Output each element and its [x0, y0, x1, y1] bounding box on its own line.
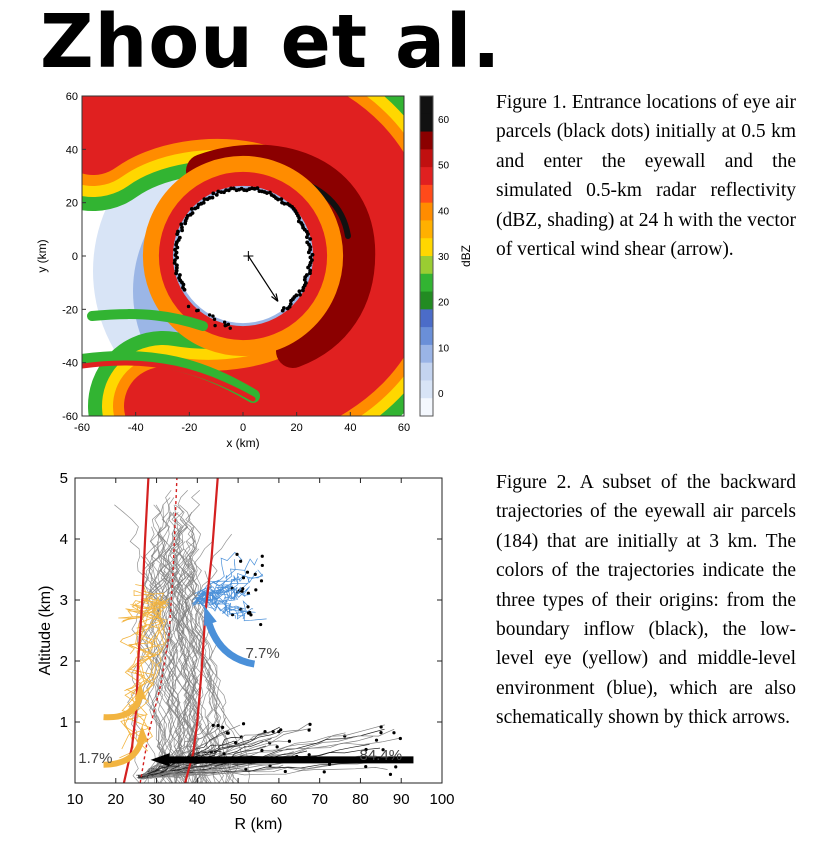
inflow-endpoint — [308, 728, 311, 731]
colorbar-level — [420, 167, 433, 185]
y-tick-label: -20 — [62, 304, 78, 317]
inflow-endpoint — [308, 723, 311, 726]
inflow-endpoint — [272, 730, 275, 733]
parcel-dot — [279, 197, 283, 201]
y-tick-label: -60 — [62, 411, 78, 423]
x-tick-label: 90 — [392, 791, 410, 808]
colorbar-level — [420, 327, 433, 345]
environment-endpoint — [246, 571, 249, 574]
parcel-dot — [213, 324, 216, 327]
inflow-endpoint — [212, 724, 215, 727]
environment-endpoint — [261, 555, 264, 558]
colorbar-label: dBZ — [459, 244, 473, 268]
x-tick-label: 50 — [229, 791, 247, 808]
x-tick-label: 40 — [344, 422, 357, 434]
x-axis-label: R (km) — [234, 816, 283, 833]
colorbar-level — [420, 363, 433, 381]
parcel-dot — [229, 327, 232, 330]
parcel-dot — [211, 314, 214, 317]
percent-annotation: 84.4% — [359, 746, 403, 764]
colorbar-level — [420, 380, 433, 398]
parcel-dot — [297, 216, 301, 220]
trajectory-plot — [30, 470, 460, 845]
colorbar-level — [420, 149, 433, 167]
parcel-dot — [215, 193, 219, 197]
parcel-dot — [286, 307, 290, 311]
colorbar-level — [420, 132, 433, 150]
inflow-endpoint — [221, 726, 224, 729]
y-tick-label: 4 — [59, 531, 68, 548]
environment-endpoint — [242, 576, 245, 579]
parcel-dot — [178, 273, 182, 277]
environment-endpoint — [240, 590, 243, 593]
y-tick-label: 20 — [65, 197, 78, 210]
parcel-dot — [289, 299, 293, 303]
y-tick-label: 2 — [59, 653, 68, 670]
inflow-endpoint — [277, 730, 280, 733]
inflow-endpoint — [276, 745, 279, 748]
x-tick-label: -20 — [181, 422, 198, 434]
y-tick-label: 0 — [71, 251, 78, 263]
x-tick-label: 20 — [107, 791, 125, 808]
environment-endpoint — [259, 623, 262, 626]
figure1-caption: Figure 1. Entrance locations of eye air parcels (black dots) initially at 0.5 km and enter the eyewall and the simulated 0.5-km radar reflectivity (dBZ, shading) at 24 h with the vector of vertical wind shear (arrow). — [496, 92, 796, 261]
inflow-endpoint — [226, 731, 229, 734]
x-tick-label: 30 — [148, 791, 165, 808]
environment-endpoint — [235, 553, 238, 556]
environment-endpoint — [247, 612, 250, 615]
inflow-endpoint — [399, 737, 402, 740]
colorbar-level — [420, 274, 433, 292]
colorbar-tick-label: 20 — [438, 297, 450, 309]
colorbar-level — [420, 309, 433, 327]
inflow-endpoint — [216, 724, 219, 727]
inflow-endpoint — [392, 731, 395, 734]
x-tick-label: -40 — [127, 422, 144, 434]
x-tick-label: 20 — [290, 422, 303, 434]
percent-annotation: 7.7% — [245, 644, 280, 662]
trajectories — [114, 478, 402, 783]
parcel-dot — [187, 305, 190, 308]
parcel-dot — [297, 289, 301, 293]
x-tick-label: 60 — [270, 791, 288, 808]
inflow-endpoint — [380, 725, 383, 728]
reflectivity-map — [30, 86, 480, 466]
x-axis-label: x (km) — [226, 436, 260, 450]
inflow-endpoint — [288, 740, 291, 743]
colorbar-level — [420, 220, 433, 238]
eye-arrow-lower-head — [137, 726, 148, 742]
colorbar-tick-label: 50 — [438, 160, 450, 172]
parcel-dot — [301, 288, 305, 292]
x-tick-label: 80 — [352, 791, 369, 808]
y-tick-label: 1 — [59, 714, 68, 731]
inflow-endpoint — [343, 734, 346, 737]
parcel-dot — [208, 313, 211, 316]
x-tick-label: 40 — [188, 791, 206, 808]
reflectivity-shading — [82, 100, 443, 436]
x-tick-label: 70 — [311, 791, 329, 808]
parcel-dot — [276, 198, 280, 202]
parcel-dot — [283, 202, 287, 206]
inflow-endpoint — [242, 722, 245, 725]
colorbar-level — [420, 185, 433, 203]
colorbar-tick-label: 0 — [438, 389, 444, 401]
inflow-endpoint — [234, 741, 237, 744]
parcel-dot — [298, 293, 302, 297]
x-tick-label: 100 — [429, 791, 455, 808]
author-title: Zhou et al. — [40, 0, 502, 85]
parcel-dot — [281, 309, 285, 313]
colorbar-level — [420, 238, 433, 256]
environment-endpoint — [254, 588, 257, 591]
inflow-endpoint — [323, 770, 326, 773]
inflow-endpoint — [260, 749, 263, 752]
colorbar-tick-label: 60 — [438, 114, 450, 126]
x-tick-label: -60 — [74, 422, 90, 434]
x-tick-label: 10 — [66, 791, 84, 808]
figure2-caption: Figure 2. A subset of the backward trajectories of the eyewall air parcels (184) that are initially at 3 km. The colors of the trajectories indicate the three types of their origins: from the boundary inflow (black), the low-level eye (yellow) and middle-level environment (blue), which are also schematically shown by thick arrows. — [496, 472, 796, 729]
inflow-endpoint — [308, 753, 311, 756]
environment-endpoint — [254, 573, 257, 576]
environment-endpoint — [261, 564, 264, 567]
figure1 — [30, 86, 480, 471]
y-tick-label: 60 — [65, 91, 78, 103]
parcel-dot — [176, 230, 180, 234]
parcel-dot — [223, 321, 226, 324]
colorbar-level — [420, 114, 433, 132]
x-tick-label: 0 — [239, 422, 247, 434]
parcel-dot — [213, 318, 216, 321]
parcel-dot — [223, 324, 226, 327]
parcel-dot — [211, 192, 215, 196]
parcel-dot — [196, 309, 199, 312]
parcel-dot — [190, 207, 194, 211]
inflow-endpoint — [284, 770, 287, 773]
colorbar-level — [420, 345, 433, 363]
colorbar-level — [420, 256, 433, 274]
inflow-endpoint — [364, 765, 367, 768]
y-tick-label: 3 — [59, 592, 68, 609]
y-tick-label: -40 — [62, 357, 78, 370]
inflow-endpoint — [394, 765, 397, 768]
inflow-endpoint — [379, 731, 382, 734]
parcel-dot — [308, 237, 312, 241]
inflow-endpoint — [389, 773, 392, 776]
parcel-dot — [179, 222, 183, 226]
colorbar-tick-label: 10 — [438, 343, 450, 355]
y-tick-label: 5 — [59, 470, 68, 487]
x-tick-label: 60 — [397, 422, 411, 434]
colorbar-tick-label: 40 — [438, 206, 450, 218]
colorbar-level — [420, 292, 433, 310]
parcel-dot — [211, 196, 215, 200]
colorbar-level — [420, 398, 433, 416]
parcel-dot — [307, 250, 311, 254]
parcel-dot — [191, 211, 195, 215]
figure2 — [30, 470, 460, 850]
y-axis-label: y (km) — [35, 239, 49, 273]
parcel-dot — [202, 201, 206, 205]
inflow-endpoint — [222, 752, 225, 755]
percent-annotation: 1.7% — [78, 749, 113, 767]
parcel-dot — [180, 226, 184, 230]
colorbar-tick-label: 30 — [438, 252, 450, 263]
colorbar-level — [420, 96, 433, 114]
environment-endpoint — [260, 579, 263, 582]
parcel-dot — [303, 278, 307, 282]
environment-endpoint — [239, 560, 242, 563]
environment-endpoint — [246, 605, 249, 608]
y-axis-label: Altitude (km) — [37, 585, 54, 676]
colorbar-level — [420, 203, 433, 221]
parcel-dot — [305, 235, 309, 239]
parcel-dot — [178, 236, 182, 240]
y-tick-label: 40 — [65, 144, 78, 157]
inflow-endpoint — [375, 739, 378, 742]
